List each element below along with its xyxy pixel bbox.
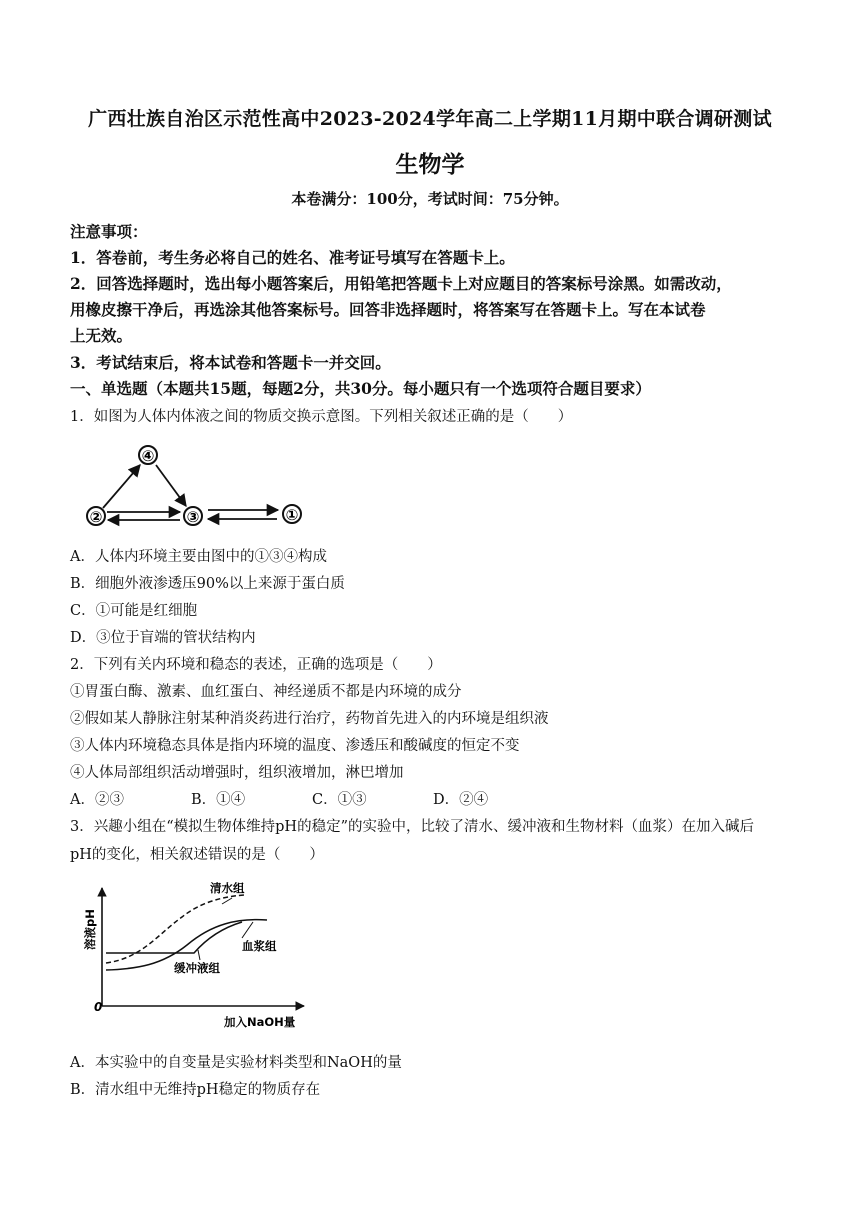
section-1-heading: 一、单选题（本题共15题，每题2分，共30分。每小题只有一个选项符合题目要求） [70,379,651,398]
q2-option-a: A．②③ [70,792,124,808]
series-label-xuejiang: 血浆组 [242,939,277,953]
notes-item-2-line-1: 2．回答选择题时，选出每小题答案后，用铅笔把答题卡上对应题目的答案标号涂黑。如需改动， [70,274,732,293]
axis-origin-label: 0 [94,1000,103,1014]
y-axis-label: 溶液pH [83,909,97,950]
notes-item-3: 3．考试结束后，将本试卷和答题卡一并交回。 [70,353,391,372]
q3-stem-line-2: pH的变化，相关叙述错误的是（ ） [70,847,324,863]
q2-statement-4: ④人体局部组织活动增强时，组织液增加，淋巴增加 [70,765,404,781]
q2-options [70,788,554,809]
q1-option-c: C．①可能是红细胞 [70,603,198,619]
q1-option-b: B．细胞外液渗透压90%以上来源于蛋白质 [70,576,345,592]
q2-option-b: B．①④ [191,792,246,808]
legend-pointer-huanchong [198,950,200,960]
q3-option-b: B．清水组中无维持pH稳定的物质存在 [70,1082,321,1098]
q3-stem-line-1: 3．兴趣小组在“模拟生物体维持pH的稳定”的实验中，比较了清水、缓冲液和生物材料（血浆）在加入碱后 [70,819,754,835]
series-line-huanchong [106,922,242,953]
q2-statement-1: ①胃蛋白酶、激素、血红蛋白、神经递质不都是内环境的成分 [70,684,462,700]
q1-option-d: D．③位于盲端的管状结构内 [70,630,256,646]
q2-stem: 2．下列有关内环境和稳态的表述，正确的选项是（ ） [70,657,442,673]
x-axis-label: 加入NaOH量 [224,1015,296,1029]
series-label-huanchong: 缓冲液组 [174,961,220,975]
q1-node-3 [184,507,202,526]
svg-text:④: ④ [141,447,155,465]
notes-item-1: 1．答卷前，考生务必将自己的姓名、准考证号填写在答题卡上。 [70,248,515,267]
q3-option-a: A．本实验中的自变量是实验材料类型和NaOH的量 [70,1055,402,1071]
exam-subject: 生物学 [395,151,465,178]
q1-node-1 [283,505,301,524]
notes-item-2-line-2: 用橡皮擦干净后，再选涂其他答案标号。回答非选择题时，将答案写在答题卡上。写在本试卷 [70,300,706,319]
q1-node-2 [87,507,105,526]
q1-stem: 1．如图为人体内体液之间的物质交换示意图。下列相关叙述正确的是（ ） [70,409,573,425]
q1-arrow-4-to-3 [156,465,186,506]
q1-node-4 [139,446,157,465]
q2-statement-2: ②假如某人静脉注射某种消炎药进行治疗，药物首先进入的内环境是组织液 [70,711,549,727]
q2-option-c: C．①③ [312,792,367,808]
legend-pointer-qingshui [222,898,232,904]
exam-title: 广西壮族自治区示范性高中2023-2024学年高二上学期11月期中联合调研测试 [88,108,772,130]
svg-text:①: ① [285,506,299,524]
score-info: 本卷满分：100分，考试时间：75分钟。 [291,190,569,208]
q2-statement-3: ③人体内环境稳态具体是指内环境的温度、渗透压和酸碱度的恒定不变 [70,738,520,754]
q1-diagram [80,440,310,540]
legend-pointer-xuejiang [242,922,253,938]
q2-option-d: D．②④ [433,792,489,808]
series-label-qingshui: 清水组 [210,881,245,895]
q1-option-a: A．人体内环境主要由图中的①③④构成 [70,549,327,565]
q3-chart [82,880,312,1035]
svg-text:②: ② [89,508,103,526]
svg-text:③: ③ [186,508,200,526]
q1-arrow-2-to-4 [103,465,140,508]
notes-heading: 注意事项： [70,222,148,241]
notes-item-2-line-3: 上无效。 [70,326,133,345]
